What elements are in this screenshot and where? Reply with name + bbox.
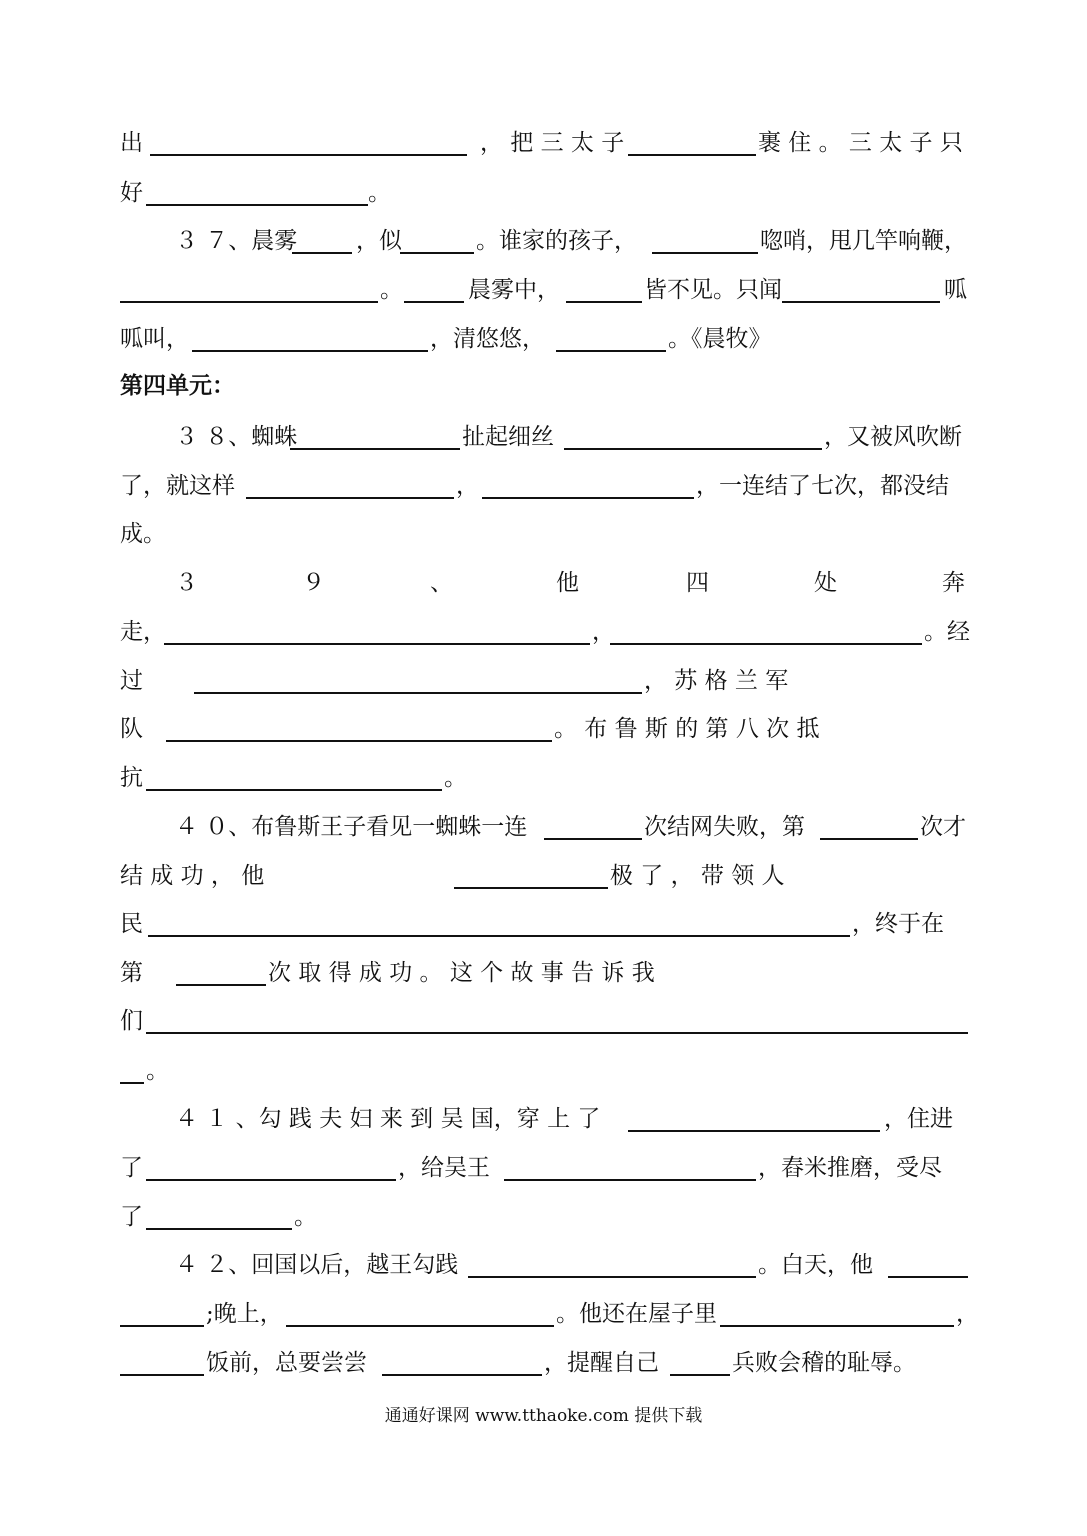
fill-in-blank[interactable] (290, 448, 460, 450)
fill-in-blank[interactable] (400, 252, 474, 254)
line-text: 。《晨牧》 (668, 326, 772, 352)
exercise-line (0, 1197, 1087, 1237)
line-text: 次结网失败，第 (644, 814, 805, 840)
fill-in-blank[interactable] (120, 1082, 144, 1084)
line-text: 过 (120, 668, 143, 694)
line-text: 处 (814, 570, 837, 596)
fill-in-blank[interactable] (468, 1276, 756, 1278)
fill-in-blank[interactable] (120, 1374, 204, 1376)
exercise-line (0, 758, 1087, 798)
line-text: ;晚上， (206, 1301, 283, 1327)
line-text: 皆不见。只闻 (644, 277, 782, 303)
line-text: ３ ８、蜘蛛 (175, 424, 298, 450)
fill-in-blank[interactable] (670, 1374, 730, 1376)
fill-in-blank[interactable] (382, 1374, 542, 1376)
fill-in-blank[interactable] (404, 301, 464, 303)
fill-in-blank[interactable] (120, 1325, 204, 1327)
line-text: 极 了 ， 带 领 人 (610, 863, 785, 889)
line-text: 。他还在屋子里 (556, 1301, 717, 1327)
line-text: 。白天，他 (758, 1252, 873, 1278)
fill-in-blank[interactable] (146, 1032, 968, 1034)
line-text: 民 (120, 911, 143, 937)
line-text: ， (956, 1301, 979, 1327)
line-text: 。 (294, 1204, 317, 1230)
line-text: ， 把 三 太 子 (480, 130, 625, 156)
line-text: 。经 (924, 619, 970, 645)
line-text: 晨雾中， (468, 277, 560, 303)
line-text: 抗 (120, 765, 143, 791)
fill-in-blank[interactable] (146, 1228, 292, 1230)
fill-in-blank[interactable] (120, 301, 378, 303)
line-text: 唿哨，甩几竿响鞭， (760, 228, 967, 254)
line-text: 他 (556, 570, 579, 596)
line-text: ，清悠悠， (430, 326, 545, 352)
exercise-line (0, 1148, 1087, 1188)
exercise-line (0, 856, 1087, 896)
exercise-line (0, 319, 1087, 359)
exercise-line (0, 1245, 1087, 1285)
fill-in-blank[interactable] (246, 497, 454, 499)
line-text: 、 (430, 570, 453, 596)
line-text: 呱叫， (120, 326, 189, 352)
exercise-line (0, 123, 1087, 163)
exercise-line (0, 221, 1087, 261)
line-text: ，住进 (884, 1106, 953, 1132)
line-text: 。 (380, 277, 403, 303)
exercise-line (0, 953, 1087, 993)
line-text: ， 苏 格 兰 军 (644, 668, 789, 694)
line-text: 队 (120, 716, 143, 742)
exercise-line (0, 612, 1087, 652)
fill-in-blank[interactable] (888, 1276, 968, 1278)
line-text: ３ ７、晨雾 (175, 228, 298, 254)
line-text: 出 (120, 130, 143, 156)
fill-in-blank[interactable] (556, 350, 666, 352)
line-text: 兵败会稽的耻辱。 (732, 1350, 916, 1376)
fill-in-blank[interactable] (192, 350, 428, 352)
exercise-line (0, 1001, 1087, 1041)
line-text: ， (592, 619, 615, 645)
exercise-line (0, 904, 1087, 944)
line-text: ，一连结了七次，都没结 (696, 473, 949, 499)
fill-in-blank[interactable] (628, 1130, 880, 1132)
exercise-line (0, 1051, 1087, 1091)
fill-in-blank[interactable] (544, 838, 642, 840)
fill-in-blank[interactable] (292, 252, 352, 254)
line-text: 次才 (920, 814, 966, 840)
line-text: 扯起细丝 (462, 424, 554, 450)
line-text: 结 成 功 ， 他 (120, 863, 265, 889)
exercise-line (0, 270, 1087, 310)
line-text: 了 (120, 1155, 143, 1181)
line-text: 。 (444, 765, 467, 791)
line-text: 成。 (120, 521, 166, 547)
line-text: 。 (368, 180, 391, 206)
line-text: 了，就这样 (120, 473, 235, 499)
line-text: 裹 住 。 三 太 子 只 (758, 130, 963, 156)
line-text: 第 (120, 960, 143, 986)
fill-in-blank[interactable] (610, 643, 922, 645)
exercise-line (0, 466, 1087, 506)
line-text: ， (456, 473, 479, 499)
line-text: 们 (120, 1008, 143, 1034)
exercise-line (0, 1099, 1087, 1139)
fill-in-blank[interactable] (454, 887, 608, 889)
fill-in-blank[interactable] (482, 497, 694, 499)
line-text: 饭前，总要尝尝 (206, 1350, 367, 1376)
line-text: ９ (302, 570, 325, 596)
fill-in-blank[interactable] (564, 448, 822, 450)
exercise-line (0, 417, 1087, 457)
fill-in-blank[interactable] (504, 1179, 756, 1181)
unit-heading: 第四单元： (120, 373, 235, 399)
exercise-line (0, 514, 1087, 554)
line-text: 。 布 鲁 斯 的 第 八 次 抵 (554, 716, 820, 742)
exercise-line (0, 173, 1087, 213)
line-text: ３ (175, 570, 198, 596)
fill-in-blank[interactable] (176, 984, 266, 986)
exercise-line (0, 709, 1087, 749)
exercise-line (0, 1294, 1087, 1334)
page-footer: 通通好课网 www.tthaoke.com 提供下载 (384, 1406, 703, 1426)
fill-in-blank[interactable] (194, 692, 642, 694)
line-text: ４ ０、布鲁斯王子看见一蜘蛛一连 (175, 814, 528, 840)
line-text: ，似 (356, 228, 402, 254)
line-text: 呱 (944, 277, 967, 303)
exercise-line (0, 563, 1087, 603)
fill-in-blank[interactable] (146, 1179, 396, 1181)
line-text: ，给吴王 (398, 1155, 490, 1181)
fill-in-blank[interactable] (286, 1325, 554, 1327)
line-text: 。谁家的孩子， (476, 228, 637, 254)
exercise-line (0, 807, 1087, 847)
fill-in-blank[interactable] (164, 643, 590, 645)
line-text: 了 (120, 1204, 143, 1230)
fill-in-blank[interactable] (146, 204, 368, 206)
fill-in-blank[interactable] (652, 252, 758, 254)
line-text: ，提醒自己 (544, 1350, 659, 1376)
line-text: ４ ２、回国以后，越王勾践 (175, 1252, 459, 1278)
line-text: 次 取 得 成 功 。 这 个 故 事 告 诉 我 (268, 960, 655, 986)
line-text: 好 (120, 180, 143, 206)
exercise-line (0, 661, 1087, 701)
fill-in-blank[interactable] (166, 740, 552, 742)
exercise-line (0, 1343, 1087, 1383)
line-text: 奔 (942, 570, 965, 596)
fill-in-blank[interactable] (720, 1325, 954, 1327)
line-text: ４ １ 、勾 践 夫 妇 来 到 吴 国，穿 上 了 (175, 1106, 601, 1132)
line-text: 。 (146, 1058, 169, 1084)
line-text: ，终于在 (852, 911, 944, 937)
fill-in-blank[interactable] (148, 935, 850, 937)
fill-in-blank[interactable] (782, 301, 940, 303)
fill-in-blank[interactable] (146, 789, 442, 791)
line-text: 走， (120, 619, 166, 645)
fill-in-blank[interactable] (820, 838, 918, 840)
fill-in-blank[interactable] (628, 154, 756, 156)
fill-in-blank[interactable] (566, 301, 642, 303)
line-text: 四 (686, 570, 709, 596)
line-text: ，舂米推磨，受尽 (758, 1155, 942, 1181)
fill-in-blank[interactable] (150, 154, 467, 156)
line-text: ，又被风吹断 (824, 424, 962, 450)
